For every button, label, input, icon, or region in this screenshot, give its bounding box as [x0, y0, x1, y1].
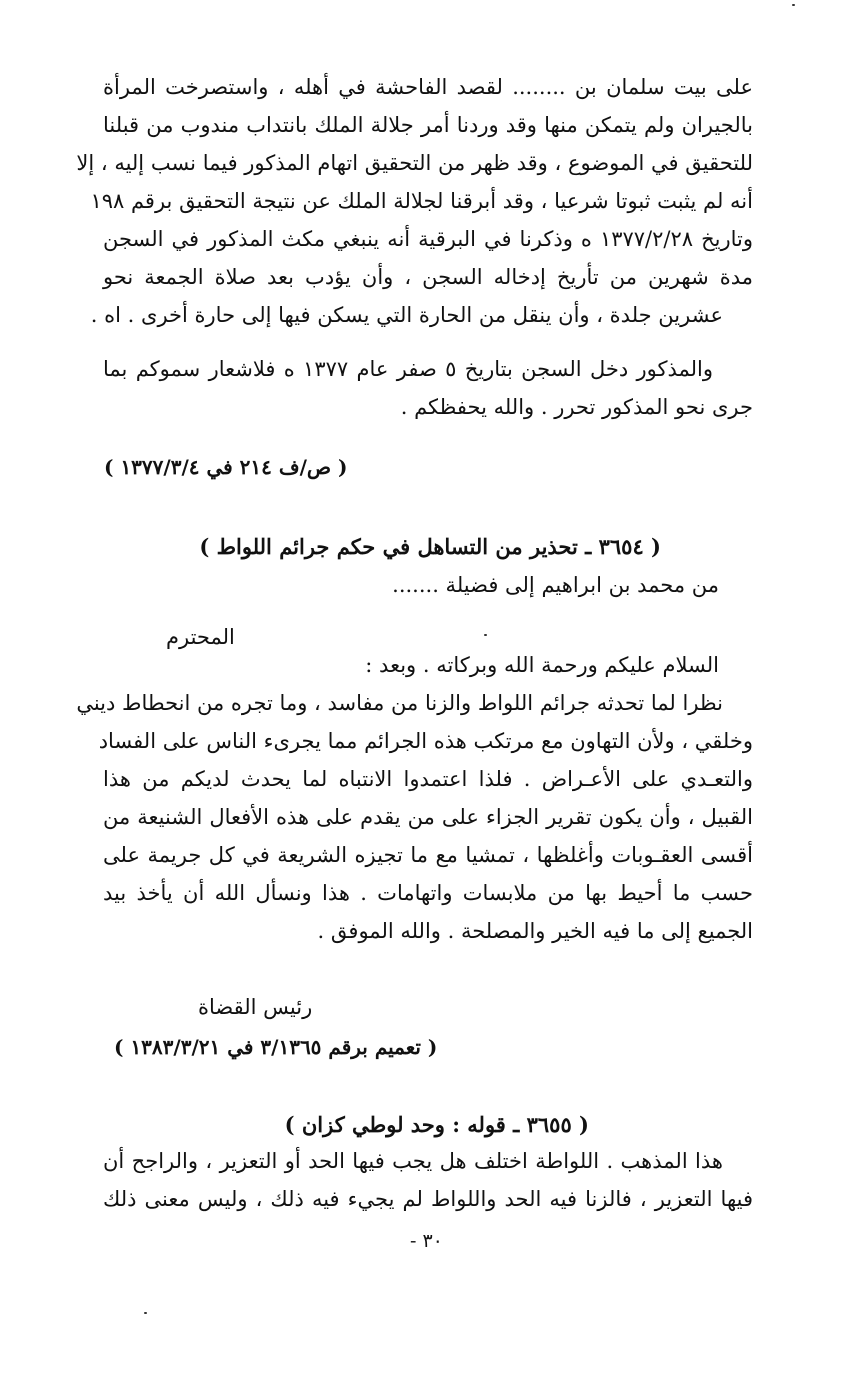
section2-body-line: والتعـدي على الأعـراض . فلذا اعتمدوا الانتباه لما يحدث لديكم من هذا	[103, 767, 753, 791]
section1-closing-line: والمذكور دخل السجن بتاريخ ٥ صفر عام ١٣٧٧ ه فلاشعار سموكم بما	[103, 357, 714, 381]
section1-closing	[103, 350, 753, 426]
section2-reference: ( تعميم برقم ٣/١٣٦٥ في ١٣٨٣/٣/٢١ )	[114, 1035, 438, 1059]
scan-speck	[792, 4, 795, 6]
page-number: ٣٠ -	[410, 1230, 443, 1252]
section2-body-line: أقسى العقـوبات وأغلظها ، تمشيا مع ما تجيزه الشريعة في كل جريمة على	[103, 843, 753, 867]
section1-paragraph	[76, 68, 754, 334]
section3-line: هذا المذهب . اللواطة اختلف هل يجب فيها الحد أو التعزير ، والراجح أن	[103, 1149, 723, 1173]
section2-heading: ( ٣٦٥٤ ـ تحذير من التساهل في حكم جرائم اللواط )	[199, 534, 661, 559]
section1-line: أنه لم يثبت ثبوتا شرعيا ، وقد أبرقنا لجلالة الملك عن نتيجة التحقيق برقم ١٩٨	[90, 189, 753, 213]
section2-body-line: نظرا لما تحدثه جرائم اللواط والزنا من مفاسد ، وما تجره من انحطاط ديني	[76, 691, 723, 715]
section1-reference: ( ص/ف ٢١٤ في ١٣٧٧/٣/٤ )	[104, 455, 348, 479]
section1-line: للتحقيق في الموضوع ، وقد ظهر من التحقيق اتهام المذكور فيما نسب إليه ، إلا	[76, 151, 753, 175]
section3-paragraph	[103, 1142, 753, 1218]
section3-heading: ( ٣٦٥٥ ـ قوله : وحد لوطي كزان )	[284, 1112, 589, 1137]
scan-speck	[144, 1312, 147, 1314]
section2-honorific: المحترم	[166, 625, 235, 649]
section2-from-line: من محمد بن ابراهيم إلى فضيلة .......	[392, 573, 719, 597]
section2-body	[76, 684, 753, 950]
scan-speck	[484, 634, 487, 636]
section1-line: وتاريخ ١٣٧٧/٢/٢٨ ه وذكرنا في البرقية أنه ينبغي مكث المذكور في السجن	[103, 227, 754, 251]
section1-line: بالجيران ولم يتمكن منها وقد وردنا أمر جلالة الملك بانتداب مندوب من قبلنا	[103, 113, 753, 137]
section1-line: على بيت سلمان بن ........ لقصد الفاحشة في أهله ، واستصرخت المرأة	[103, 75, 753, 99]
section2-body-line: الجميع إلى ما فيه الخير والمصلحة . والله الموفق .	[317, 919, 753, 943]
section2-body-line: وخلقي ، ولأن التهاون مع مرتكب هذه الجرائم مما يجرىء الناس على الفساد	[98, 729, 753, 753]
section2-body-line: حسب ما أحيط بها من ملابسات واتهامات . هذا ونسأل الله أن يأخذ بيد	[103, 881, 753, 905]
section1-closing-line: جرى نحو المذكور تحرر . والله يحفظكم .	[400, 395, 753, 419]
section2-signature: رئيس القضاة	[198, 995, 313, 1019]
section1-line: عشرين جلدة ، وأن ينقل من الحارة التي يسكن فيها إلى حارة أخرى . اه .	[90, 303, 723, 327]
section3-line: فيها التعزير ، فالزنا فيه الحد واللواط لم يجيء فيه ذلك ، وليس معنى ذلك	[103, 1187, 753, 1211]
section1-line: مدة شهرين من تأريخ إدخاله السجن ، وأن يؤدب بعد صلاة الجمعة نحو	[103, 265, 753, 289]
section2-body-line: القبيل ، وأن يكون تقرير الجزاء على من يقدم على هذه الأفعال الشنيعة من	[103, 805, 753, 829]
section2-greeting: السلام عليكم ورحمة الله وبركاته . وبعد :	[365, 653, 719, 677]
